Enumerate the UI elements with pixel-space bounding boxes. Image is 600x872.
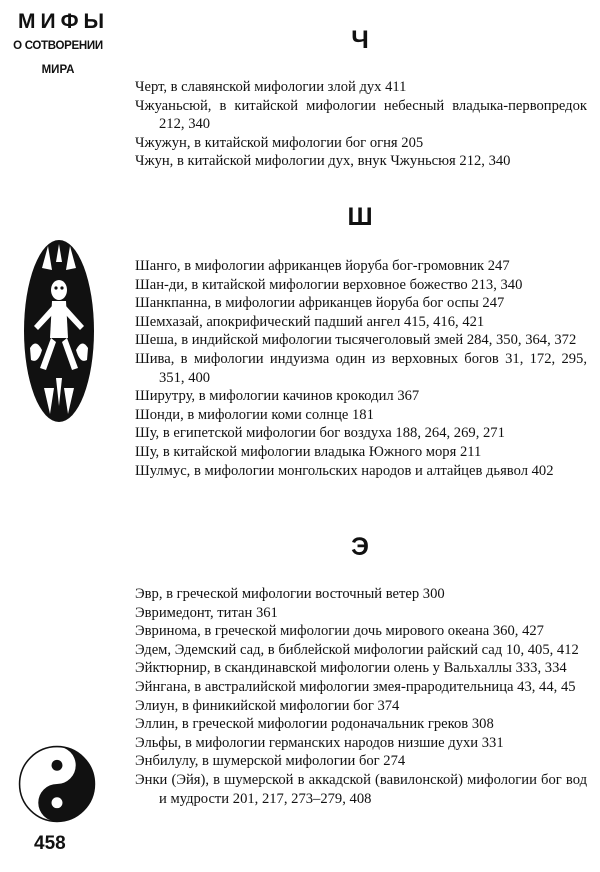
- index-entry: Эвр, в греческой мифологии восточный ветер 300: [135, 586, 445, 602]
- index-list-sha: [135, 257, 587, 480]
- section-letter-e: Э: [351, 533, 369, 561]
- index-entry: Эйктюрнир, в скандинавской мифологии олень у Вальхаллы 333, 334: [135, 660, 567, 677]
- index-entry: Эдем, Эдемский сад, в библейской мифологии райский сад 10, 405, 412: [135, 641, 579, 658]
- index-entry: Черт, в славянской мифологии злой дух 411: [135, 79, 407, 95]
- index-entry: Шан-ди, в китайской мифологии верховное божество 213, 340: [135, 276, 523, 293]
- index-entry: Шулмус, в мифологии монгольских народов и алтайцев дьявол 402: [135, 462, 554, 479]
- book-subtitle-line1: О СОТВОРЕНИИ: [13, 40, 103, 52]
- book-subtitle-line2: МИРА: [41, 64, 75, 76]
- index-entry: Шу, в египетской мифологии бог воздуха 188, 264, 269, 271: [135, 425, 505, 442]
- index-entry: Шонди, в мифологии коми солнце 181: [135, 406, 374, 423]
- index-entry: Эльфы, в мифологии германских народов низшие духи 331: [135, 734, 504, 751]
- sidebar: [0, 0, 112, 872]
- yin-yang-icon: [18, 745, 96, 823]
- index-list-che: [135, 78, 587, 171]
- section-letter-che: Ч: [351, 26, 369, 54]
- index-entry: Шанго, в мифологии африканцев йоруба бог-громовник 247: [135, 258, 510, 274]
- index-entry: Шемхазай, апокрифический падший ангел 415, 416, 421: [135, 313, 485, 330]
- index-list-e: [135, 585, 587, 808]
- index-entry: Энбилулу, в шумерской мифологии бог 274: [135, 753, 406, 770]
- index-entry: Элиун, в финикийской мифологии бог 374: [135, 697, 400, 714]
- section-letter-sha: Ш: [347, 203, 373, 231]
- book-title: МИФЫ: [18, 10, 110, 33]
- mythic-figure-amulet-icon: [22, 238, 96, 424]
- index-entry: Эвримедонт, титан 361: [135, 604, 278, 621]
- index-entry: Чжужун, в китайской мифологии бог огня 205: [135, 134, 424, 151]
- index-entry: Шива, в мифологии индуизма один из верховных богов 31, 172, 295, 351, 400: [135, 350, 587, 386]
- page-number: 458: [34, 833, 66, 854]
- index-entry: Чжун, в китайской мифологии дух, внук Чжуньсюя 212, 340: [135, 153, 511, 170]
- index-entry: Шеша, в индийской мифологии тысячеголовый змей 284, 350, 364, 372: [135, 332, 577, 349]
- index-entry: Шу, в китайской мифологии владыка Южного моря 211: [135, 443, 482, 460]
- index-entry: Эвринома, в греческой мифологии дочь мирового океана 360, 427: [135, 623, 544, 640]
- index-entry: Энки (Эйя), в шумерской в аккадской (вавилонской) мифологии бог вод и мудрости 201, 217, 273–279, 408: [135, 771, 587, 807]
- index-entry: Ширутру, в мифологии качинов крокодил 367: [135, 388, 420, 405]
- index-entry: Эйнгана, в австралийской мифологии змея-прародительница 43, 44, 45: [135, 678, 576, 695]
- index-entry: Чжуаньсюй, в китайской мифологии небесный владыка-первопредок 212, 340: [135, 97, 587, 133]
- index-entry: Эллин, в греческой мифологии родоначальник греков 308: [135, 716, 494, 733]
- index-entry: Шанкпанна, в мифологии африканцев йоруба бог оспы 247: [135, 295, 505, 312]
